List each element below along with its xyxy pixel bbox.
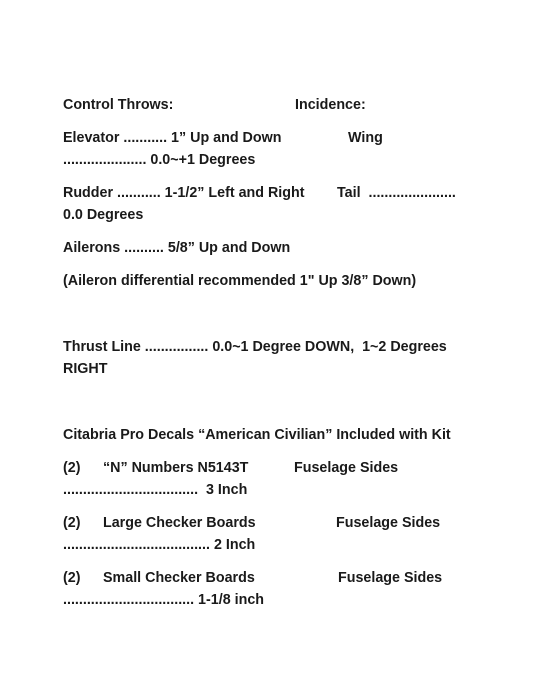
wing-label: Wing xyxy=(348,130,383,146)
decal-name: Large Checker Boards xyxy=(103,515,256,531)
elevator-line: Elevator ........... 1” Up and Down xyxy=(63,130,282,146)
wing-value: ..................... 0.0~+1 Degrees xyxy=(63,152,256,168)
decals-heading: Citabria Pro Decals “American Civilian” Included with Kit xyxy=(63,427,451,443)
decal-location: Fuselage Sides xyxy=(294,460,399,476)
decal-qty: (2) xyxy=(63,460,81,476)
decal-qty: (2) xyxy=(63,570,81,586)
thrust-line: Thrust Line ................ 0.0~1 Degree DOWN, 1~2 Degrees xyxy=(63,339,447,355)
thrust-line-continued: RIGHT xyxy=(63,361,108,377)
incidence-heading: Incidence: xyxy=(295,97,366,113)
decal-location: Fuselage Sides xyxy=(336,515,441,531)
tail-label: Tail ...................... xyxy=(337,185,456,201)
decal-qty: (2) xyxy=(63,515,81,531)
aileron-differential-note: (Aileron differential recommended 1" Up 3/8” Down) xyxy=(63,273,417,289)
decal-size: .................................. 3 Inch xyxy=(63,482,248,498)
rudder-line: Rudder ........... 1-1/2” Left and Right xyxy=(63,185,305,201)
ailerons-line: Ailerons .......... 5/8” Up and Down xyxy=(63,240,291,256)
decal-location: Fuselage Sides xyxy=(338,570,443,586)
decal-size: ..................................... 2 Inch xyxy=(63,537,256,553)
decal-size: ................................. 1-1/8 inch xyxy=(63,592,265,608)
decal-name: Small Checker Boards xyxy=(103,570,255,586)
decal-name: “N” Numbers N5143T xyxy=(103,460,249,476)
tail-value: 0.0 Degrees xyxy=(63,207,144,223)
control-throws-heading: Control Throws: xyxy=(63,97,174,113)
